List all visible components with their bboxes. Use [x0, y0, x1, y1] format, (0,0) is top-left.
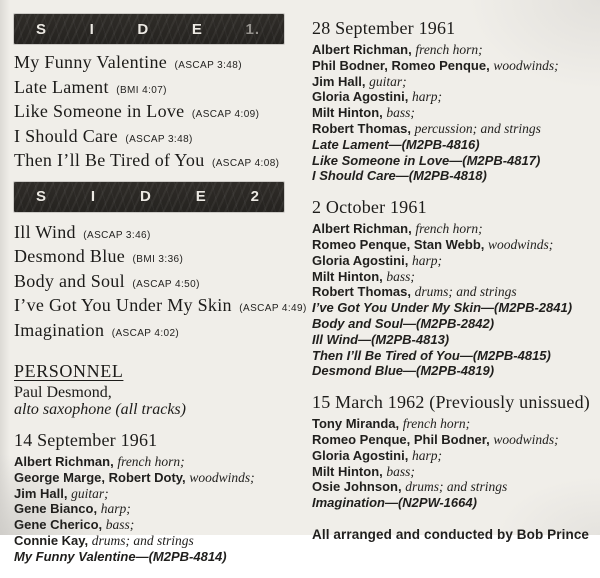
side2-letter: 2	[250, 188, 260, 205]
track-title: Ill Wind	[14, 221, 76, 242]
track-item	[14, 126, 302, 151]
track-title: Late Lament	[14, 76, 109, 97]
track-item	[14, 77, 302, 102]
musician-instrument: french horn;	[415, 42, 483, 57]
side1-letter: D	[137, 20, 150, 38]
recording-line: My Funny Valentine—(M2PB-4814)	[14, 548, 227, 564]
musician-line	[14, 517, 302, 533]
track-note: (ASCAP 4:08)	[211, 158, 280, 169]
track-title: Like Someone in Love	[14, 101, 185, 121]
track-note: (ASCAP 3:48)	[125, 133, 193, 145]
track-item	[14, 295, 307, 320]
personnel-heading: PERSONNEL	[14, 361, 124, 381]
musician-line	[312, 42, 594, 58]
track-note: (ASCAP 4:02)	[111, 327, 180, 339]
musician-names: Romeo Penque, Stan Webb,	[312, 236, 485, 252]
side2-tracklist	[14, 221, 307, 345]
track-note: (ASCAP 3:46)	[83, 229, 151, 241]
musician-instrument: harp;	[411, 89, 442, 105]
track-item	[14, 246, 302, 271]
musician-instrument: woodwinds;	[493, 57, 559, 73]
musician-line	[312, 464, 594, 480]
musician-line	[312, 105, 594, 121]
side2-letter: E	[195, 188, 207, 205]
track-title: Imagination	[14, 319, 105, 340]
track-item	[14, 222, 302, 247]
musician-names: Romeo Penque, Phil Bodner,	[312, 431, 490, 447]
track-title: Body and Soul	[14, 270, 125, 291]
musician-line	[312, 253, 594, 269]
musician-names: Albert Richman,	[312, 221, 412, 237]
musician-line	[312, 432, 594, 448]
recording-line: Body and Soul—(M2PB-2842)	[312, 315, 495, 331]
track-title: I Should Care	[14, 125, 118, 146]
track-note: (ASCAP 4:49)	[239, 303, 307, 314]
musician-instrument: french horn;	[415, 221, 483, 237]
musician-line	[312, 479, 594, 495]
musician-instrument: bass;	[386, 463, 415, 479]
musician-line	[312, 221, 594, 237]
side2-letter: D	[139, 188, 152, 205]
recording-line: Imagination—(N2PW-1664)	[312, 495, 477, 511]
recording-line: I Should Care—(M2PB-4818)	[312, 168, 487, 184]
musician-instrument: bass;	[386, 268, 415, 284]
side1-header-bar	[14, 14, 284, 44]
musician-names: Albert Richman,	[312, 42, 412, 57]
session-2-october-1961	[312, 197, 594, 379]
musician-names: Milt Hinton,	[312, 268, 383, 284]
track-title: Desmond Blue	[14, 246, 126, 266]
recording-line: I’ve Got You Under My Skin—(M2PB-2841)	[312, 300, 573, 316]
session-date: 15 March 1962 (Previously unissued)	[312, 392, 590, 413]
musician-names: Gloria Agostini,	[312, 252, 409, 268]
musician-line	[312, 448, 594, 464]
musician-names: Gloria Agostini,	[312, 89, 409, 105]
session-date: 28 September 1961	[312, 18, 456, 38]
track-item	[14, 271, 302, 296]
left-column	[14, 0, 307, 578]
track-note: (ASCAP 4:50)	[132, 278, 200, 290]
track-item	[14, 52, 302, 77]
session-15-march-1962	[312, 392, 594, 511]
session-28-september-1961	[312, 18, 594, 184]
musician-line	[312, 121, 594, 137]
track-item	[14, 320, 302, 345]
musician-line	[312, 284, 594, 300]
musician-instrument: drums; and strings	[414, 284, 517, 300]
musician-instrument: harp;	[411, 447, 442, 463]
musician-names: Milt Hinton,	[312, 463, 383, 479]
musician-instrument: percussion; and strings	[414, 120, 541, 136]
recording-line: Then I’ll Be Tired of You—(M2PB-4815)	[312, 347, 551, 363]
musician-names: Jim Hall,	[14, 485, 68, 501]
musician-names: Phil Bodner, Romeo Penque,	[312, 57, 490, 73]
musician-names: Robert Thomas,	[312, 284, 411, 300]
musician-instrument: woodwinds;	[189, 469, 255, 485]
musician-instrument: french horn;	[402, 416, 471, 432]
leader-name: Paul Desmond,	[14, 384, 112, 401]
track-item	[14, 150, 302, 175]
musician-names: Tony Miranda,	[312, 416, 400, 432]
side1-letter: S	[36, 20, 48, 38]
recording-line: Late Lament—(M2PB-4816)	[312, 136, 480, 152]
side1-letter: 1.	[245, 20, 260, 38]
leader-role: alto saxophone (all tracks)	[14, 401, 186, 418]
session-date: 14 September 1961	[14, 430, 158, 450]
musician-instrument: drums; and strings	[405, 479, 508, 495]
musician-names: Gene Cherico,	[14, 517, 103, 533]
musician-line	[312, 237, 594, 253]
musician-instrument: woodwinds;	[488, 236, 554, 252]
arranger-credit: All arranged and conducted by Bob Prince	[312, 526, 590, 542]
musician-line	[312, 416, 594, 432]
recording-line: Like Someone in Love—(M2PB-4817)	[312, 152, 541, 168]
track-title: My Funny Valentine	[14, 52, 168, 72]
musician-instrument: guitar;	[71, 485, 109, 501]
musician-instrument: woodwinds;	[493, 431, 559, 447]
musician-names: Albert Richman,	[14, 454, 114, 469]
recording-line: Desmond Blue—(M2PB-4819)	[312, 363, 495, 379]
track-title: Then I’ll Be Tired of You	[14, 150, 205, 170]
musician-names: Gloria Agostini,	[312, 447, 409, 463]
musician-line	[312, 89, 594, 105]
musician-instrument: bass;	[386, 105, 415, 121]
right-column	[312, 0, 594, 542]
musician-instrument: bass;	[105, 517, 135, 533]
side2-letter: I	[90, 188, 97, 205]
side2-header-bar	[14, 182, 284, 212]
track-note: (BMI 3:36)	[132, 254, 184, 265]
musician-instrument: drums; and strings	[91, 532, 194, 548]
musician-names: Connie Kay,	[14, 532, 89, 548]
track-note: (ASCAP 4:09)	[191, 109, 260, 120]
musician-line	[14, 470, 302, 486]
side1-tracklist	[14, 52, 302, 175]
musician-names: Gene Bianco,	[14, 501, 98, 517]
musician-instrument: harp;	[100, 501, 131, 517]
musician-instrument: guitar;	[369, 73, 407, 89]
side2-letter: S	[36, 188, 48, 205]
track-note: (ASCAP 3:48)	[174, 60, 242, 71]
musician-line	[312, 58, 594, 74]
musician-line	[312, 74, 594, 90]
musician-line	[14, 486, 302, 502]
musician-names: George Marge, Robert Doty,	[14, 469, 186, 485]
recording-line: Ill Wind—(M2PB-4813)	[312, 331, 450, 347]
musician-names: Osie Johnson,	[312, 479, 402, 495]
musician-names: Milt Hinton,	[312, 105, 383, 121]
musician-line	[14, 454, 302, 470]
track-item	[14, 101, 302, 126]
side1-letter: E	[191, 20, 203, 38]
musician-instrument: french horn;	[117, 454, 185, 469]
musician-line	[14, 501, 302, 517]
session-14-september-1961	[14, 430, 302, 565]
musician-line	[312, 269, 594, 285]
musician-names: Robert Thomas,	[312, 120, 411, 136]
track-title: I’ve Got You Under My Skin	[14, 295, 232, 315]
musician-names: Jim Hall,	[312, 73, 366, 89]
side1-letter: I	[89, 20, 95, 38]
musician-line	[14, 533, 302, 549]
track-note: (BMI 4:07)	[116, 84, 167, 96]
session-date: 2 October 1961	[312, 197, 427, 218]
musician-instrument: harp;	[411, 252, 442, 268]
